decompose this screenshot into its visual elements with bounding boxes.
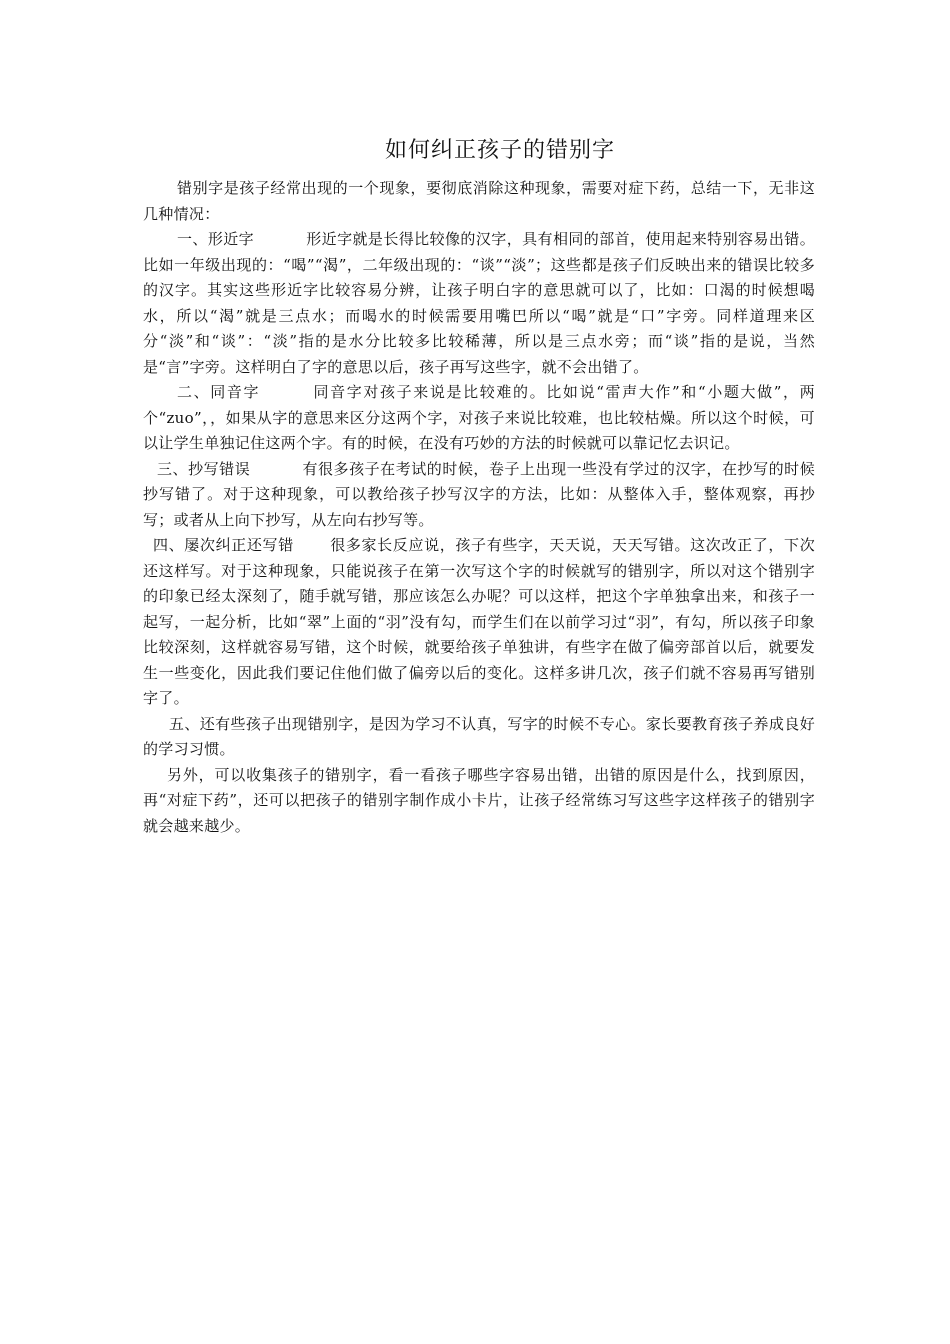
- point-five-paragraph: 五、还有些孩子出现错别字，是因为学习不认真，写字的时候不专心。家长要教育孩子养成良好的学习习惯。: [143, 714, 815, 758]
- section-heading-4: 四、屡次纠正还写错: [153, 536, 294, 554]
- section-heading-1: 一、形近字: [177, 230, 255, 248]
- intro-paragraph: 错别字是孩子经常出现的一个现象，要彻底消除这种现象，需要对症下药，总结一下，无非这几种情况：: [143, 179, 815, 223]
- document-body: [143, 176, 815, 839]
- section-paragraph-3: [143, 457, 815, 534]
- section-text-2: 同音字对孩子来说是比较难的。比如说“雷声大作”和“小题大做”，两个“zuo”，，如果从字的意思来区分这两个字，对孩子来说比较难，也比较枯燥。所以这个时候，可以让学生单独记住这两个字。有的时候，在没有巧妙的方法的时候就可以靠记忆去识记。: [143, 383, 815, 452]
- document-title: 如何纠正孩子的错别字: [384, 138, 615, 163]
- closing-paragraph: 另外，可以收集孩子的错别字，看一看孩子哪些字容易出错，出错的原因是什么，找到原因，再“对症下药”，还可以把孩子的错别字制作成小卡片，让孩子经常练习写这些字这样孩子的错别字就会越来越少。: [143, 765, 815, 835]
- section-heading-2: 二、同音字: [177, 383, 261, 401]
- section-text-4: 很多家长反应说，孩子有些字，天天说，天天写错。这次改正了，下次还这样写。对于这种现象，只能说孩子在第一次写这个字的时候就写的错别字，所以对这个错别字的印象已经太深刻了，随手就写错，那应该怎么办呢？可以这样，把这个字单独拿出来，和孩子一起写，一起分析，比如“翠”上面的“羽”没有勾，而学生们在以前学习过“羽”，有勾，所以孩子印象比较深刻，这样就容易写错，这个时候，就要给孩子单独讲，有些字在做了偏旁部首以后，就要发生一些变化，因此我们要记住他们做了偏旁以后的变化。这样多讲几次，孩子们就不容易再写错别字了。: [143, 536, 816, 707]
- section-paragraph-4: [143, 533, 815, 712]
- section-paragraph-1: [143, 227, 815, 380]
- section-text-1: 形近字就是长得比较像的汉字，具有相同的部首，使用起来特别容易出错。比如一年级出现的：“喝”“渴”，二年级出现的：“谈”“淡”；这些都是孩子们反映出来的错误比较多的汉字。其实这些形近字比较容易分辨，让孩子明白字的意思就可以了，比如：口渴的时候想喝水，所以“渴”就是三点水；而喝水的时候需要用嘴巴所以“喝”就是“口”字旁。同样道理来区分“淡”和“谈”：“淡”指的是水分比较多比较稀薄，所以是三点水旁；而“谈”指的是说，当然是“言”字旁。这样明白了字的意思以后，孩子再写这些字，就不会出错了。: [143, 230, 815, 376]
- section-text-3: 有很多孩子在考试的时候，卷子上出现一些没有学过的汉字，在抄写的时候抄写错了。对于这种现象，可以教给孩子抄写汉字的方法，比如：从整体入手，整体观察，再抄写；或者从上向下抄写，从左向右抄写等。: [143, 459, 815, 529]
- section-heading-3: 三、抄写错误: [157, 459, 251, 478]
- section-paragraph-2: [143, 380, 815, 457]
